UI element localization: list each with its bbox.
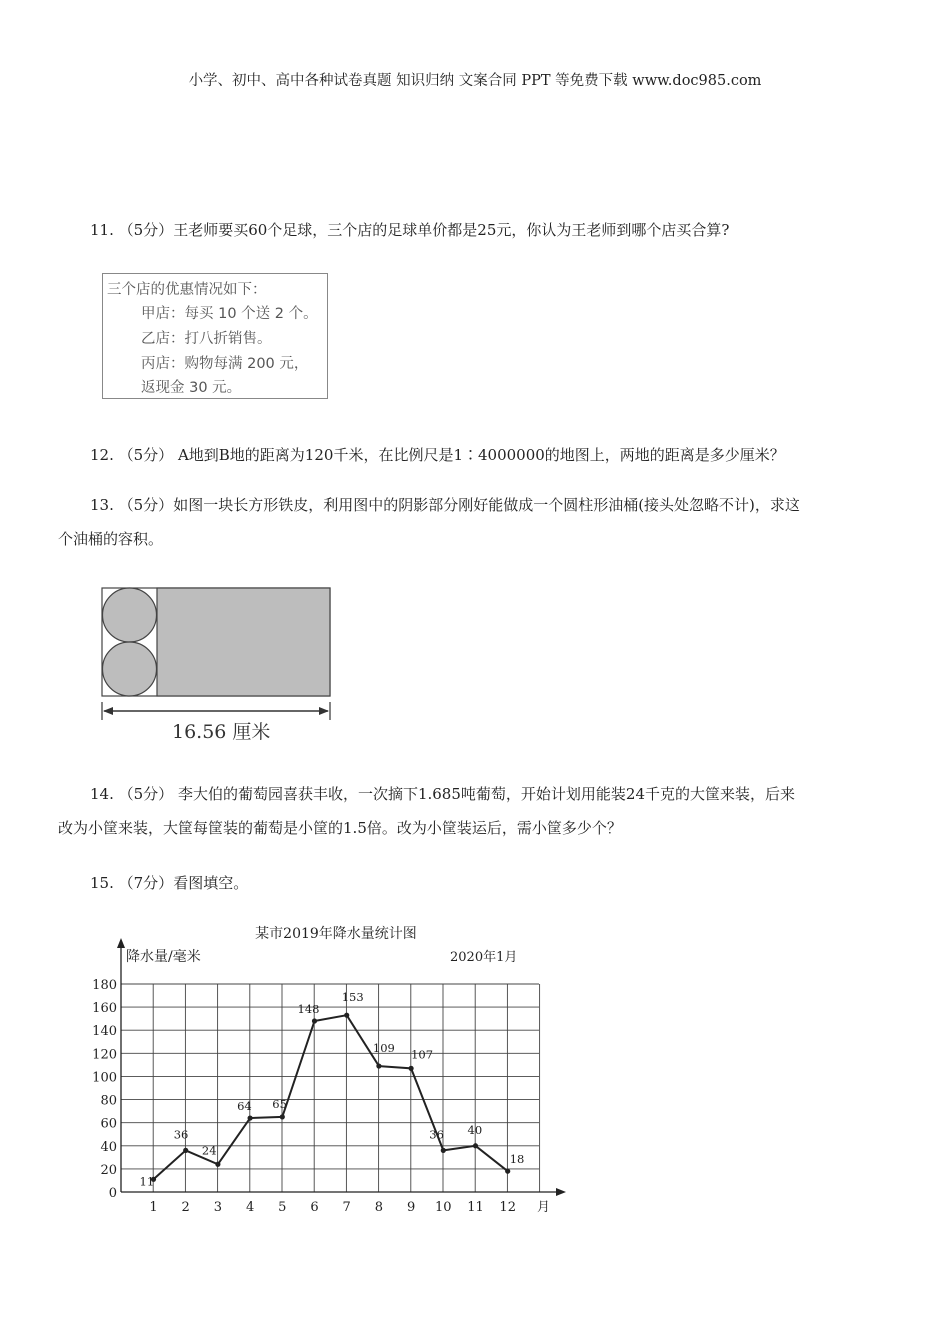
data-point (183, 1148, 188, 1153)
x-tick-label: 11 (467, 1200, 484, 1215)
x-tick-label: 8 (374, 1200, 384, 1215)
question-text: A地到B地的距离为120千米，在比例尺是1∶4000000的地图上，两地的距离是多少厘米？ (173, 446, 785, 464)
rainfall-line-chart (92, 914, 576, 1224)
y-tick-label: 80 (100, 1093, 117, 1109)
y-axis-label: 降水量/毫米 (126, 949, 201, 965)
y-tick-label: 0 (108, 1186, 117, 1201)
x-tick-label: 7 (342, 1200, 351, 1215)
y-axis-arrow (117, 938, 125, 948)
question-11 (58, 213, 898, 247)
y-tick-label: 60 (100, 1116, 117, 1132)
data-label: 64 (237, 1099, 252, 1114)
question-number: 11. (90, 221, 114, 239)
notice-line: 丙店：购物每满 200 元， (141, 356, 309, 372)
data-label: 148 (297, 1001, 320, 1016)
data-label: 11 (139, 1174, 155, 1189)
x-axis-label: 月 (537, 1200, 551, 1215)
question-text: 看图填空。 (173, 874, 249, 892)
chart-date-note: 2020年1月 (450, 950, 518, 965)
x-tick-label: 12 (499, 1200, 516, 1215)
x-tick-label: 5 (278, 1200, 287, 1215)
chart-title: 某市2019年降水量统计图 (255, 926, 417, 942)
y-tick-label: 120 (92, 1047, 117, 1063)
data-label: 18 (509, 1152, 525, 1167)
data-point (280, 1114, 285, 1119)
data-label: 65 (272, 1096, 287, 1111)
x-tick-label: 3 (213, 1200, 223, 1215)
question-number: 15. (90, 874, 114, 892)
notice-line: 三个店的优惠情况如下： (107, 282, 267, 298)
data-point (441, 1148, 446, 1153)
data-point (505, 1169, 510, 1174)
question-12 (58, 438, 898, 472)
y-tick-label: 20 (100, 1162, 117, 1178)
width-dimension-label: 16.56 厘米 (172, 721, 271, 743)
x-tick-label: 6 (310, 1200, 319, 1215)
question-text: 李大伯的葡萄园喜获丰收，一次摘下1.685吨葡萄，开始计划用能装24千克的大筐来装，后来 (173, 785, 795, 803)
y-tick-label: 100 (92, 1070, 117, 1086)
shaded-rectangle (157, 588, 330, 696)
data-point (344, 1013, 349, 1018)
question-15 (58, 866, 898, 900)
page-header: 小学、初中、高中各种试卷真题 知识归纳 文案合同 PPT 等免费下载 www.doc985.com (188, 73, 762, 89)
question-score: （5分） (118, 221, 174, 239)
data-point (409, 1066, 414, 1071)
question-score: （5分） (118, 785, 174, 803)
question-number: 12. (90, 446, 114, 464)
notice-line: 返现金 30 元。 (141, 380, 242, 396)
y-tick-label: 140 (92, 1024, 117, 1040)
y-tick-label: 40 (100, 1139, 117, 1155)
data-label: 153 (341, 990, 364, 1005)
data-point (215, 1162, 220, 1167)
question-13 (58, 488, 898, 556)
y-tick-label: 160 (92, 1001, 117, 1017)
data-label: 107 (411, 1047, 434, 1062)
shaded-circle-top (103, 588, 157, 642)
question-text: 如图一块长方形铁皮，利用图中的阴影部分刚好能做成一个圆柱形油桶(接头处忽略不计)，求这 (173, 496, 800, 514)
y-tick-label: 180 (92, 978, 117, 993)
notice-line: 乙店：打八折销售。 (141, 331, 272, 347)
x-tick-label: 10 (435, 1200, 452, 1215)
data-label: 24 (201, 1143, 217, 1158)
question-number: 13. (90, 496, 114, 514)
data-label: 109 (372, 1041, 395, 1056)
data-point (473, 1143, 478, 1148)
question-number: 14. (90, 785, 114, 803)
question-text-continued: 个油桶的容积。 (58, 530, 164, 548)
question-14 (58, 777, 898, 845)
notice-line: 甲店：每买 10 个送 2 个。 (141, 306, 318, 322)
x-tick-label: 9 (406, 1200, 416, 1215)
x-tick-label: 2 (181, 1200, 190, 1215)
data-point (248, 1115, 253, 1120)
question-score: （5分） (118, 496, 174, 514)
question-text: 王老师要买60个足球，三个店的足球单价都是25元，你认为王老师到哪个店买合算? (173, 221, 730, 239)
question-score: （5分） (118, 446, 174, 464)
x-tick-label: 4 (245, 1200, 255, 1215)
chart-grid (121, 984, 540, 1192)
data-point (376, 1063, 381, 1068)
question-score: （7分） (118, 874, 174, 892)
iron-sheet-figure (96, 582, 336, 722)
chart-series (140, 990, 525, 1188)
data-label: 36 (429, 1127, 444, 1142)
x-axis-arrow (556, 1188, 566, 1196)
shaded-circle-bottom (103, 642, 157, 696)
data-label: 40 (467, 1122, 483, 1137)
x-tick-label: 1 (149, 1200, 158, 1215)
discount-notice-box (102, 273, 328, 399)
data-point (312, 1018, 317, 1023)
question-text-continued: 改为小筐来装，大筐每筐装的葡萄是小筐的1.5倍。改为小筐装运后，需小筐多少个？ (58, 819, 622, 837)
data-label: 36 (173, 1127, 189, 1142)
